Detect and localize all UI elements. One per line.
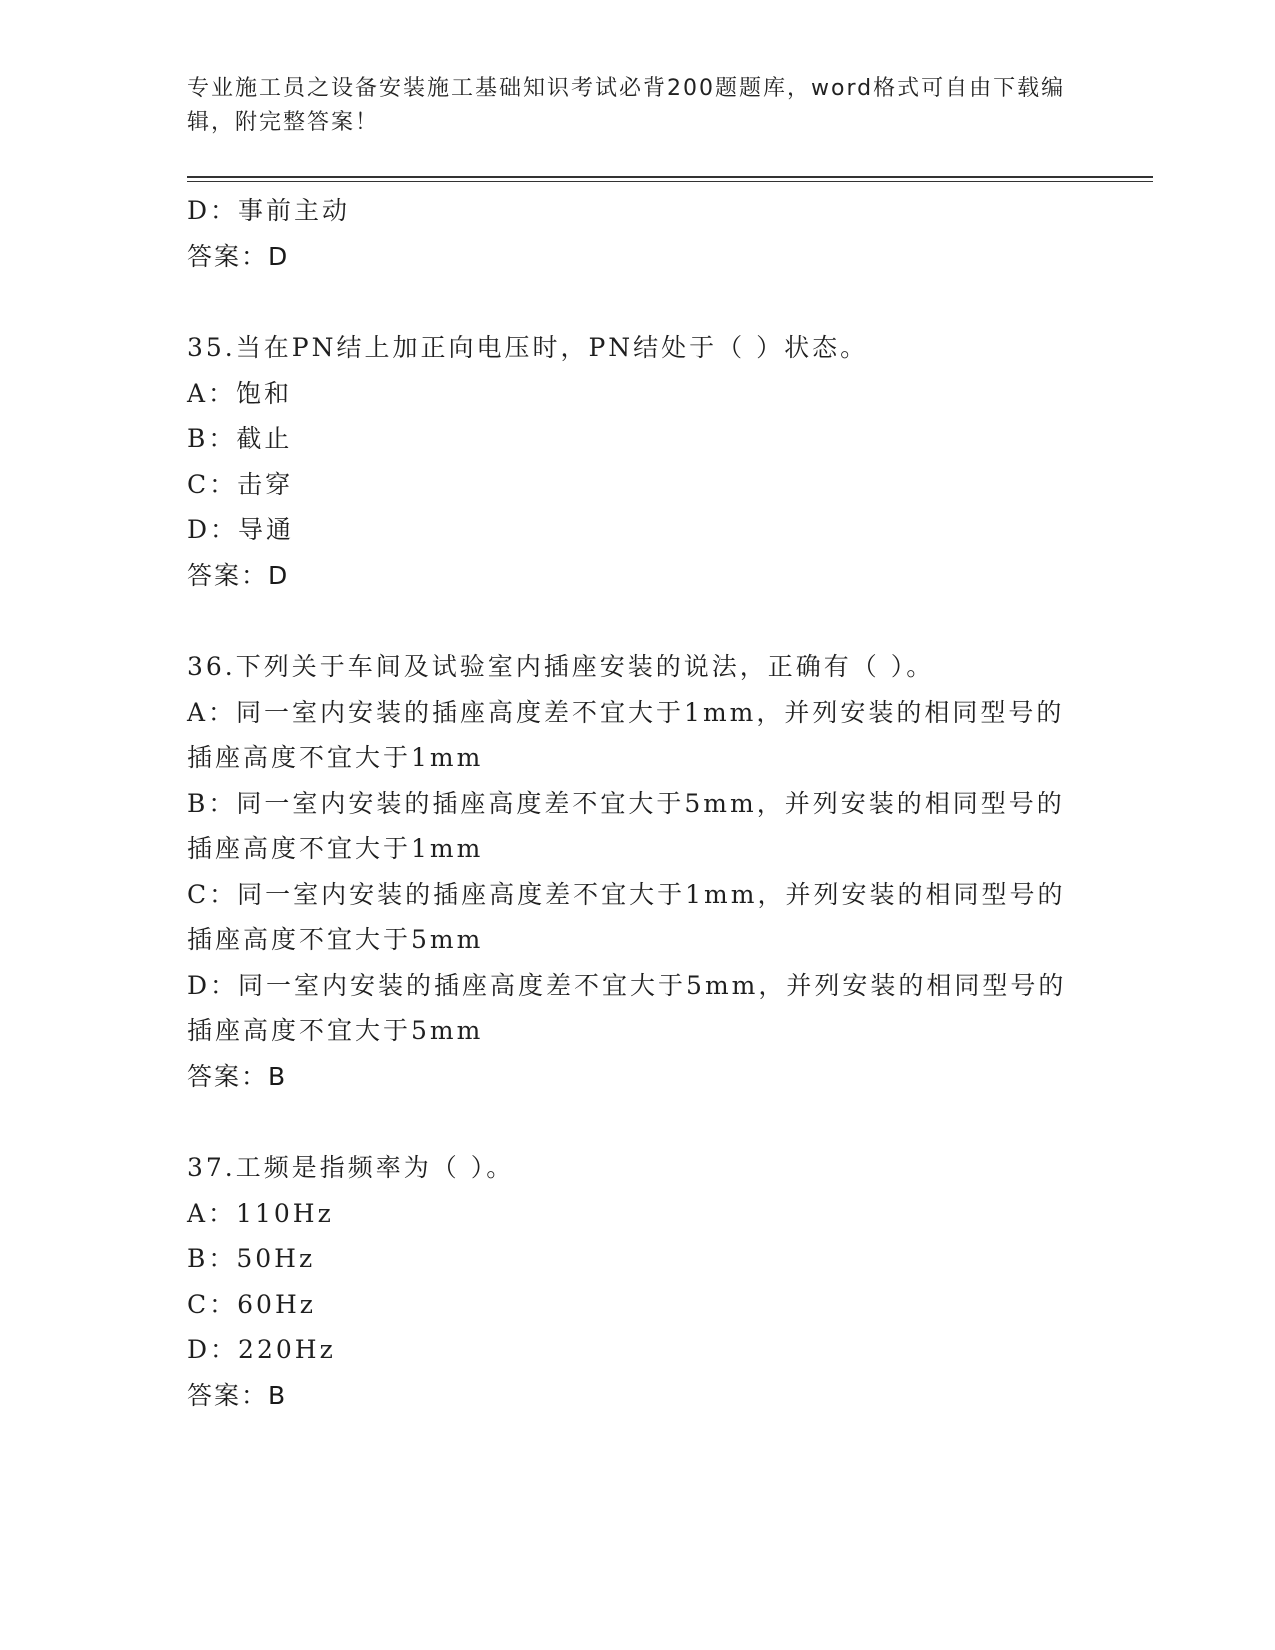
- spacer: [187, 1099, 1087, 1145]
- question-stem: 35.当在PN结上加正向电压时，PN结处于（ ）状态。: [187, 333, 869, 362]
- document-header: [187, 72, 1087, 140]
- spacer: [187, 598, 1087, 644]
- option-a: [187, 690, 1087, 781]
- option-a-line-2: 插座高度不宜大于1mm: [187, 743, 484, 772]
- option-c: C：60Hz: [187, 1289, 316, 1319]
- answer: 答案：B: [187, 1380, 288, 1410]
- question-list: [187, 188, 1087, 1418]
- option-b-line-1: B：同一室内安装的插座高度差不宜大于5mm，并列安装的相同型号的: [187, 788, 1065, 818]
- prev-answer: 答案：D: [187, 241, 290, 271]
- option-d: D：导通: [187, 515, 295, 544]
- option-b: B：50Hz: [187, 1244, 316, 1273]
- option-a: A：饱和: [187, 378, 293, 408]
- spacer: [187, 279, 1087, 325]
- option-a: A：110Hz: [187, 1198, 334, 1228]
- header-rule-thick: [187, 176, 1153, 178]
- option-d-line-2: 插座高度不宜大于5mm: [187, 1016, 484, 1045]
- prev-option-d: D：事前主动: [187, 196, 351, 225]
- answer: 答案：B: [187, 1061, 288, 1091]
- question-37: [187, 1145, 1087, 1418]
- option-b-line-2: 插座高度不宜大于1mm: [187, 834, 484, 863]
- option-c-line-2: 插座高度不宜大于5mm: [187, 925, 484, 954]
- option-d: D：220Hz: [187, 1335, 336, 1364]
- option-c-line-1: C：同一室内安装的插座高度差不宜大于1mm，并列安装的相同型号的: [187, 879, 1066, 909]
- option-c: C：击穿: [187, 469, 294, 499]
- option-b: [187, 781, 1087, 872]
- option-b: B：截止: [187, 424, 293, 453]
- option-d: [187, 963, 1087, 1054]
- question-36: [187, 644, 1087, 1099]
- header-title: 专业施工员之设备安装施工基础知识考试必背200题题库，word格式可自由下载编辑，附完整答案！: [187, 76, 1066, 135]
- question-35: [187, 325, 1087, 598]
- question-stem: 37.工频是指频率为（ ）。: [187, 1153, 515, 1182]
- answer: 答案：D: [187, 560, 290, 590]
- question-stem: 36.下列关于车间及试验室内插座安装的说法，正确有（ ）。: [187, 652, 935, 681]
- header-rule-thin: [187, 181, 1153, 182]
- option-c: [187, 872, 1087, 963]
- option-a-line-1: A：同一室内安装的插座高度差不宜大于1mm，并列安装的相同型号的: [187, 697, 1065, 727]
- option-d-line-1: D：同一室内安装的插座高度差不宜大于5mm，并列安装的相同型号的: [187, 970, 1067, 1000]
